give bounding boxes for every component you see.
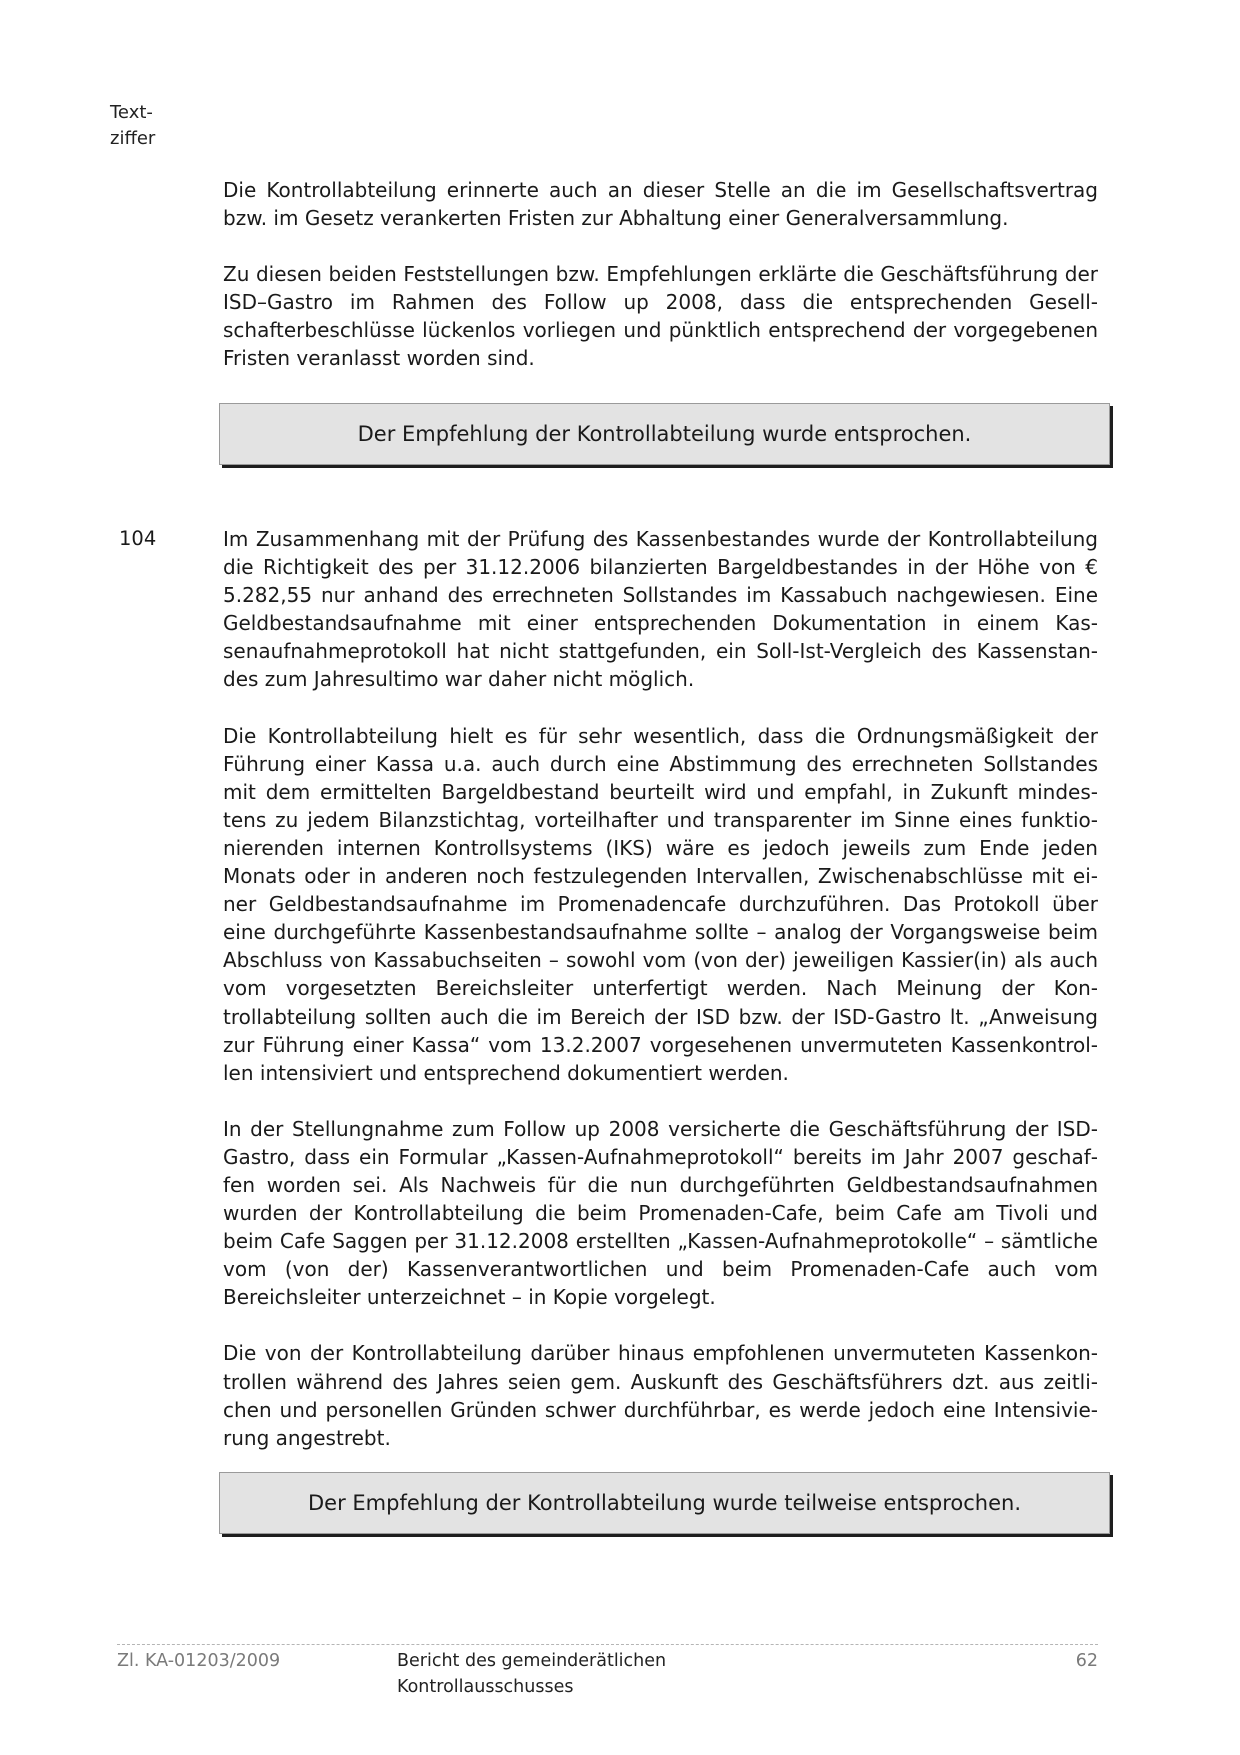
- textziffer-number: 104: [119, 527, 157, 550]
- footer-ref: Zl. KA-01203/2009: [117, 1651, 281, 1671]
- result-box-text: Der Empfehlung der Kontrollabteilung wurde teilweise entsprochen.: [307, 1491, 1022, 1515]
- paragraph: In der Stellungnahme zum Follow up 2008 versicherte die Geschäftsführung der ISD-Gastro, dass ein Formular „Kassen-Aufnahmeprotokoll“ bereits im Jahr 2007 geschaffen worden sei. Als Nachweis für die nun durchgeführten Geldbestandsaufnahmen wurden der Kontrollabteilung die beim Promenaden-Cafe, beim Cafe am Tivoli und beim Cafe Saggen per 31.12.2008 erstellten „Kassen-Aufnahmeprotokolle“ – sämtliche vom (von der) Kassenverantwortlichen und beim Promenaden-Cafe auch vom Bereichsleiter unterzeichnet – in Kopie vorgelegt.: [223, 1116, 1098, 1310]
- paragraph: Im Zusammenhang mit der Prüfung des Kassenbestandes wurde der Kontrollabteilung die Richtigkeit des per 31.12.2006 bilanzierten Bargeldbestandes in der Höhe von € 5.282,55 nur anhand des errechneten Sollstandes im Kassabuch nachgewiesen. Eine Geldbestandsaufnahme mit einer entsprechenden Dokumentation in einem Kassenaufnahmeprotokoll hat nicht stattgefunden, ein Soll-Ist-Vergleich des Kassenstandes zum Jahresultimo war daher nicht möglich.: [223, 527, 1098, 692]
- footer-divider: [117, 1644, 1098, 1645]
- paragraph: Die Kontrollabteilung hielt es für sehr wesentlich, dass die Ordnungsmäßigkeit der Führung einer Kassa u.a. auch durch eine Abstimmung des errechneten Sollstandes mit dem ermittelten Bargeldbestand beurteilt wird und empfahl, in Zukunft mindestens zu jedem Bilanzstichtag, vorteilhafter und transparenter im Sinne eines funktionierenden internen Kontrollsystems (IKS) wäre es jedoch jeweils zum Ende jeden Monats oder in anderen noch festzulegenden Intervallen, Zwischenabschlüsse mit einer Geldbestandsaufnahme im Promenadencafe durchzuführen. Das Protokoll über eine durchgeführte Kassenbestandsaufnahme sollte – analog der Vorgangsweise beim Abschluss von Kassabuchseiten – sowohl vom (von der) jeweiligen Kassier(in) als auch vom vorgesetzten Bereichsleiter unterfertigt werden. Nach Meinung der Kontrollabteilung sollten auch die im Bereich der ISD bzw. der ISD-Gastro lt. „Anweisung zur Führung einer Kassa“ vom 13.2.2007 vorgesehenen unvermuteten Kassenkontrollen intensiviert und entsprechend dokumentiert werden.: [223, 723, 1098, 1085]
- block2-text: [223, 525, 1098, 1452]
- paragraph: Die von der Kontrollabteilung darüber hinaus empfohlenen unvermuteten Kassenkontrollen während des Jahres seien gem. Auskunft des Geschäftsführers dzt. aus zeitlichen und personellen Gründen schwer durchführbar, es werde jedoch eine Intensivierung angestrebt.: [223, 1341, 1098, 1450]
- block1-text: [223, 176, 1098, 373]
- paragraph: Die Kontrollabteilung erinnerte auch an dieser Stelle an die im Gesellschaftsvertrag bzw. im Gesetz verankerten Fristen zur Abhaltung einer Generalversammlung.: [223, 178, 1098, 231]
- footer-title: Bericht des gemeinderätlichen Kontrollausschusses: [397, 1651, 667, 1697]
- margin-label: [110, 100, 155, 152]
- margin-label-line2: ziffer: [110, 128, 156, 149]
- page-number: 62: [1075, 1651, 1098, 1671]
- margin-label-line1: Text-: [110, 102, 153, 123]
- paragraph: Zu diesen beiden Feststellungen bzw. Empfehlungen erklärte die Geschäftsführung der ISD–Gastro im Rahmen des Follow up 2008, dass die entsprechenden Gesellschafterbeschlüsse lückenlos vorliegen und pünktlich entsprechend der vorgegebenen Fristen veranlasst worden sind.: [223, 262, 1098, 371]
- result-box-2: [219, 1472, 1110, 1534]
- result-box-1: [219, 403, 1110, 465]
- result-box-text: Der Empfehlung der Kontrollabteilung wurde entsprochen.: [357, 422, 972, 446]
